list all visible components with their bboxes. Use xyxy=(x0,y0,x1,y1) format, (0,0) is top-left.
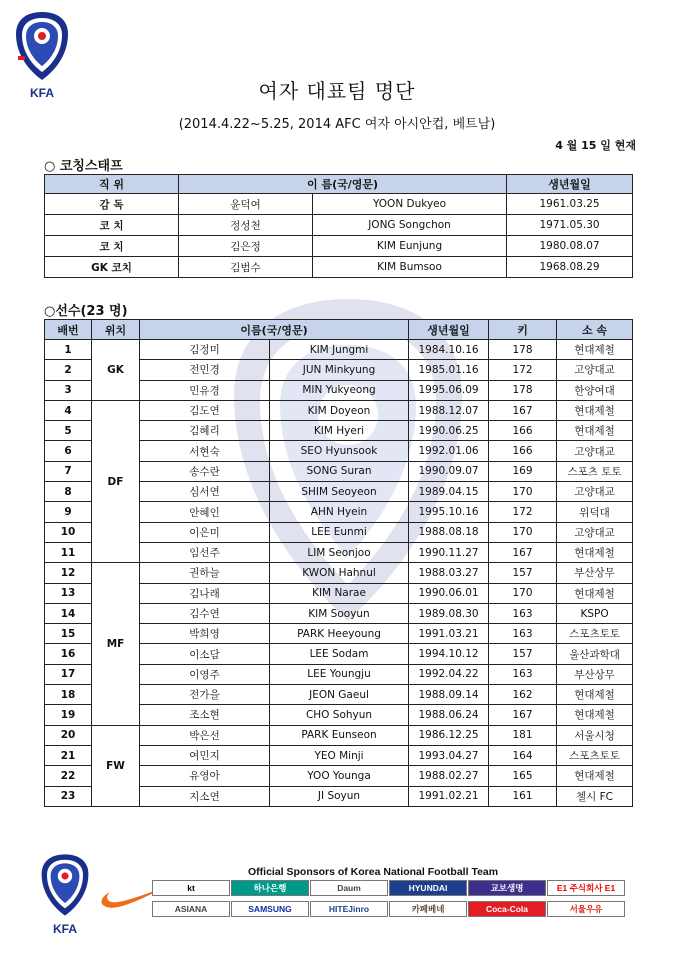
staff-name-kor: 정성천 xyxy=(179,215,313,236)
player-number: 10 xyxy=(45,522,92,542)
player-name-kor: 서현숙 xyxy=(140,441,270,461)
player-name-kor: 김나래 xyxy=(140,583,270,603)
player-height: 162 xyxy=(489,685,557,705)
player-name-kor: 안혜인 xyxy=(140,502,270,522)
position-group: FW xyxy=(92,725,140,806)
player-name-eng: JEON Gaeul xyxy=(270,685,409,705)
player-club: 현대제철 xyxy=(557,542,633,562)
staff-header-name: 이 름(국/영문) xyxy=(179,175,507,194)
player-height: 170 xyxy=(489,583,557,603)
player-height: 165 xyxy=(489,766,557,786)
player-name-eng: KIM Hyeri xyxy=(270,421,409,441)
player-height: 163 xyxy=(489,624,557,644)
player-number: 21 xyxy=(45,745,92,765)
player-birth: 1994.10.12 xyxy=(409,644,489,664)
player-height: 167 xyxy=(489,705,557,725)
staff-row xyxy=(45,236,633,257)
players-header-height: 키 xyxy=(489,320,557,340)
player-name-kor: 이소담 xyxy=(140,644,270,664)
staff-header-role: 직 위 xyxy=(45,175,179,194)
player-number: 2 xyxy=(45,360,92,380)
sponsor-logo: Coca-Cola xyxy=(468,901,546,917)
position-group: MF xyxy=(92,563,140,725)
player-name-kor: 권하늘 xyxy=(140,563,270,583)
player-name-kor: 유영아 xyxy=(140,766,270,786)
sponsor-logo: HITEJinro xyxy=(310,901,388,917)
player-row xyxy=(45,725,633,745)
player-birth: 1990.06.25 xyxy=(409,421,489,441)
sponsor-title: Official Sponsors of Korea National Football Team xyxy=(248,866,499,878)
player-height: 163 xyxy=(489,664,557,684)
players-section-title: ○선수(23 명) xyxy=(44,304,128,319)
page-title: 여자 대표팀 명단 xyxy=(258,79,416,103)
player-name-kor: 김정미 xyxy=(140,340,270,360)
sponsor-logo: 교보생명 xyxy=(468,880,546,896)
player-number: 11 xyxy=(45,542,92,562)
player-club: 고양대교 xyxy=(557,441,633,461)
player-birth: 1989.08.30 xyxy=(409,603,489,623)
staff-role: 코 치 xyxy=(45,236,179,257)
player-number: 18 xyxy=(45,685,92,705)
player-number: 15 xyxy=(45,624,92,644)
player-name-kor: 박희영 xyxy=(140,624,270,644)
player-name-eng: KIM Sooyun xyxy=(270,603,409,623)
player-name-eng: LEE Sodam xyxy=(270,644,409,664)
player-number: 6 xyxy=(45,441,92,461)
staff-section-title: ○ 코칭스태프 xyxy=(44,159,123,174)
position-group: DF xyxy=(92,400,140,562)
player-club: 현대제철 xyxy=(557,705,633,725)
staff-header-row xyxy=(45,175,633,194)
player-club: 울산과학대 xyxy=(557,644,633,664)
staff-role: 코 치 xyxy=(45,215,179,236)
player-number: 14 xyxy=(45,603,92,623)
player-birth: 1986.12.25 xyxy=(409,725,489,745)
staff-row xyxy=(45,215,633,236)
player-number: 17 xyxy=(45,664,92,684)
page-subtitle: (2014.4.22~5.25, 2014 AFC 여자 아시안컵, 베트남) xyxy=(178,117,496,132)
player-name-eng: SHIM Seoyeon xyxy=(270,482,409,502)
player-name-eng: LEE Eunmi xyxy=(270,522,409,542)
player-height: 170 xyxy=(489,482,557,502)
player-height: 161 xyxy=(489,786,557,806)
player-height: 166 xyxy=(489,441,557,461)
player-name-kor: 김도연 xyxy=(140,400,270,420)
player-number: 4 xyxy=(45,400,92,420)
player-height: 172 xyxy=(489,360,557,380)
player-height: 170 xyxy=(489,522,557,542)
player-birth: 1988.02.27 xyxy=(409,766,489,786)
player-birth: 1988.03.27 xyxy=(409,563,489,583)
player-number: 9 xyxy=(45,502,92,522)
player-number: 13 xyxy=(45,583,92,603)
sponsor-logo: Daum xyxy=(310,880,388,896)
player-name-kor: 이은미 xyxy=(140,522,270,542)
staff-header-birth: 생년월일 xyxy=(507,175,633,194)
player-name-kor: 조소현 xyxy=(140,705,270,725)
player-club: 현대제철 xyxy=(557,766,633,786)
player-birth: 1991.02.21 xyxy=(409,786,489,806)
sponsor-logo: SAMSUNG xyxy=(231,901,309,917)
player-birth: 1991.03.21 xyxy=(409,624,489,644)
player-birth: 1992.01.06 xyxy=(409,441,489,461)
player-height: 181 xyxy=(489,725,557,745)
player-club: 현대제철 xyxy=(557,421,633,441)
player-height: 167 xyxy=(489,400,557,420)
player-birth: 1990.11.27 xyxy=(409,542,489,562)
sponsor-logo: 하나은행 xyxy=(231,880,309,896)
player-club: 고양대교 xyxy=(557,522,633,542)
player-number: 1 xyxy=(45,340,92,360)
as-of-date: 4 월 15 일 현재 xyxy=(555,139,636,152)
player-name-kor: 민유경 xyxy=(140,380,270,400)
staff-name-kor: 김범수 xyxy=(179,257,313,278)
players-header-row xyxy=(45,320,633,340)
player-name-kor: 송수란 xyxy=(140,461,270,481)
player-birth: 1992.04.22 xyxy=(409,664,489,684)
sponsor-logo: 카페베네 xyxy=(389,901,467,917)
player-name-kor: 임선주 xyxy=(140,542,270,562)
player-club: 스포츠 토토 xyxy=(557,461,633,481)
players-header-birth: 생년월일 xyxy=(409,320,489,340)
player-birth: 1988.08.18 xyxy=(409,522,489,542)
player-club: 스포츠토토 xyxy=(557,624,633,644)
player-name-eng: JI Soyun xyxy=(270,786,409,806)
player-club: 현대제철 xyxy=(557,340,633,360)
player-number: 19 xyxy=(45,705,92,725)
sponsor-logo: ASIANA xyxy=(152,901,230,917)
player-number: 3 xyxy=(45,380,92,400)
player-birth: 1990.06.01 xyxy=(409,583,489,603)
player-birth: 1984.10.16 xyxy=(409,340,489,360)
player-birth: 1988.12.07 xyxy=(409,400,489,420)
sponsor-logo: HYUNDAI xyxy=(389,880,467,896)
player-birth: 1988.06.24 xyxy=(409,705,489,725)
player-name-eng: KIM Narae xyxy=(270,583,409,603)
player-club: 현대제철 xyxy=(557,400,633,420)
staff-name-eng: JONG Songchon xyxy=(313,215,507,236)
staff-row xyxy=(45,194,633,215)
player-row xyxy=(45,563,633,583)
player-row xyxy=(45,340,633,360)
player-name-eng: LIM Seonjoo xyxy=(270,542,409,562)
players-header-pos: 위치 xyxy=(92,320,140,340)
player-birth: 1989.04.15 xyxy=(409,482,489,502)
player-club: 부산상무 xyxy=(557,664,633,684)
player-number: 12 xyxy=(45,563,92,583)
staff-role: 감 독 xyxy=(45,194,179,215)
kfa-crest-bottom xyxy=(38,852,92,934)
player-name-eng: SONG Suran xyxy=(270,461,409,481)
player-name-eng: YOO Younga xyxy=(270,766,409,786)
players-header-no: 배번 xyxy=(45,320,92,340)
players-table xyxy=(44,319,633,807)
player-club: 한양여대 xyxy=(557,380,633,400)
player-number: 8 xyxy=(45,482,92,502)
staff-birth: 1980.08.07 xyxy=(507,236,633,257)
player-name-eng: KWON Hahnul xyxy=(270,563,409,583)
player-name-kor: 김수연 xyxy=(140,603,270,623)
player-club: 스포츠토토 xyxy=(557,745,633,765)
player-height: 164 xyxy=(489,745,557,765)
staff-name-eng: KIM Eunjung xyxy=(313,236,507,257)
player-height: 157 xyxy=(489,644,557,664)
player-name-eng: CHO Sohyun xyxy=(270,705,409,725)
player-height: 163 xyxy=(489,603,557,623)
player-number: 16 xyxy=(45,644,92,664)
player-height: 167 xyxy=(489,542,557,562)
staff-birth: 1968.08.29 xyxy=(507,257,633,278)
staff-birth: 1961.03.25 xyxy=(507,194,633,215)
staff-name-eng: YOON Dukyeo xyxy=(313,194,507,215)
player-birth: 1985.01.16 xyxy=(409,360,489,380)
staff-birth: 1971.05.30 xyxy=(507,215,633,236)
player-club: KSPO xyxy=(557,603,633,623)
player-name-kor: 이영주 xyxy=(140,664,270,684)
player-birth: 1990.09.07 xyxy=(409,461,489,481)
kfa-label-bottom: KFA xyxy=(53,922,77,936)
player-club: 고양대교 xyxy=(557,482,633,502)
player-birth: 1995.06.09 xyxy=(409,380,489,400)
player-number: 5 xyxy=(45,421,92,441)
player-number: 20 xyxy=(45,725,92,745)
player-birth: 1995.10.16 xyxy=(409,502,489,522)
player-name-kor: 박은선 xyxy=(140,725,270,745)
player-club: 서울시청 xyxy=(557,725,633,745)
player-name-eng: MIN Yukyeong xyxy=(270,380,409,400)
player-name-kor: 전민경 xyxy=(140,360,270,380)
staff-role: GK 코치 xyxy=(45,257,179,278)
players-header-name: 이름(국/영문) xyxy=(140,320,409,340)
player-height: 166 xyxy=(489,421,557,441)
player-birth: 1988.09.14 xyxy=(409,685,489,705)
player-name-eng: PARK Eunseon xyxy=(270,725,409,745)
player-number: 22 xyxy=(45,766,92,786)
player-name-eng: SEO Hyunsook xyxy=(270,441,409,461)
player-row xyxy=(45,400,633,420)
player-club: 부산상무 xyxy=(557,563,633,583)
player-name-eng: YEO Minji xyxy=(270,745,409,765)
player-club: 위덕대 xyxy=(557,502,633,522)
staff-row xyxy=(45,257,633,278)
player-name-kor: 여민지 xyxy=(140,745,270,765)
player-height: 178 xyxy=(489,340,557,360)
player-name-eng: KIM Jungmi xyxy=(270,340,409,360)
player-club: 고양대교 xyxy=(557,360,633,380)
player-name-eng: AHN Hyein xyxy=(270,502,409,522)
player-birth: 1993.04.27 xyxy=(409,745,489,765)
player-name-kor: 전가을 xyxy=(140,685,270,705)
sponsor-logo: E1 주식회사 E1 xyxy=(547,880,625,896)
player-number: 23 xyxy=(45,786,92,806)
kfa-crest-icon xyxy=(38,852,92,918)
player-club: 첼시 FC xyxy=(557,786,633,806)
player-height: 178 xyxy=(489,380,557,400)
player-club: 현대제철 xyxy=(557,583,633,603)
player-club: 현대제철 xyxy=(557,685,633,705)
player-height: 157 xyxy=(489,563,557,583)
players-header-club: 소 속 xyxy=(557,320,633,340)
player-name-eng: KIM Doyeon xyxy=(270,400,409,420)
staff-name-eng: KIM Bumsoo xyxy=(313,257,507,278)
sponsor-logo: kt xyxy=(152,880,230,896)
sponsor-logo: 서울우유 xyxy=(547,901,625,917)
player-name-eng: LEE Youngju xyxy=(270,664,409,684)
player-number: 7 xyxy=(45,461,92,481)
player-name-eng: PARK Heeyoung xyxy=(270,624,409,644)
player-name-kor: 지소연 xyxy=(140,786,270,806)
player-name-kor: 김혜리 xyxy=(140,421,270,441)
player-height: 169 xyxy=(489,461,557,481)
player-name-eng: JUN Minkyung xyxy=(270,360,409,380)
kfa-crest-icon xyxy=(12,10,72,82)
staff-name-kor: 김은정 xyxy=(179,236,313,257)
staff-name-kor: 윤덕여 xyxy=(179,194,313,215)
player-height: 172 xyxy=(489,502,557,522)
player-name-kor: 심서연 xyxy=(140,482,270,502)
staff-table xyxy=(44,174,633,278)
kfa-label: KFA xyxy=(30,86,54,100)
position-group: GK xyxy=(92,340,140,401)
